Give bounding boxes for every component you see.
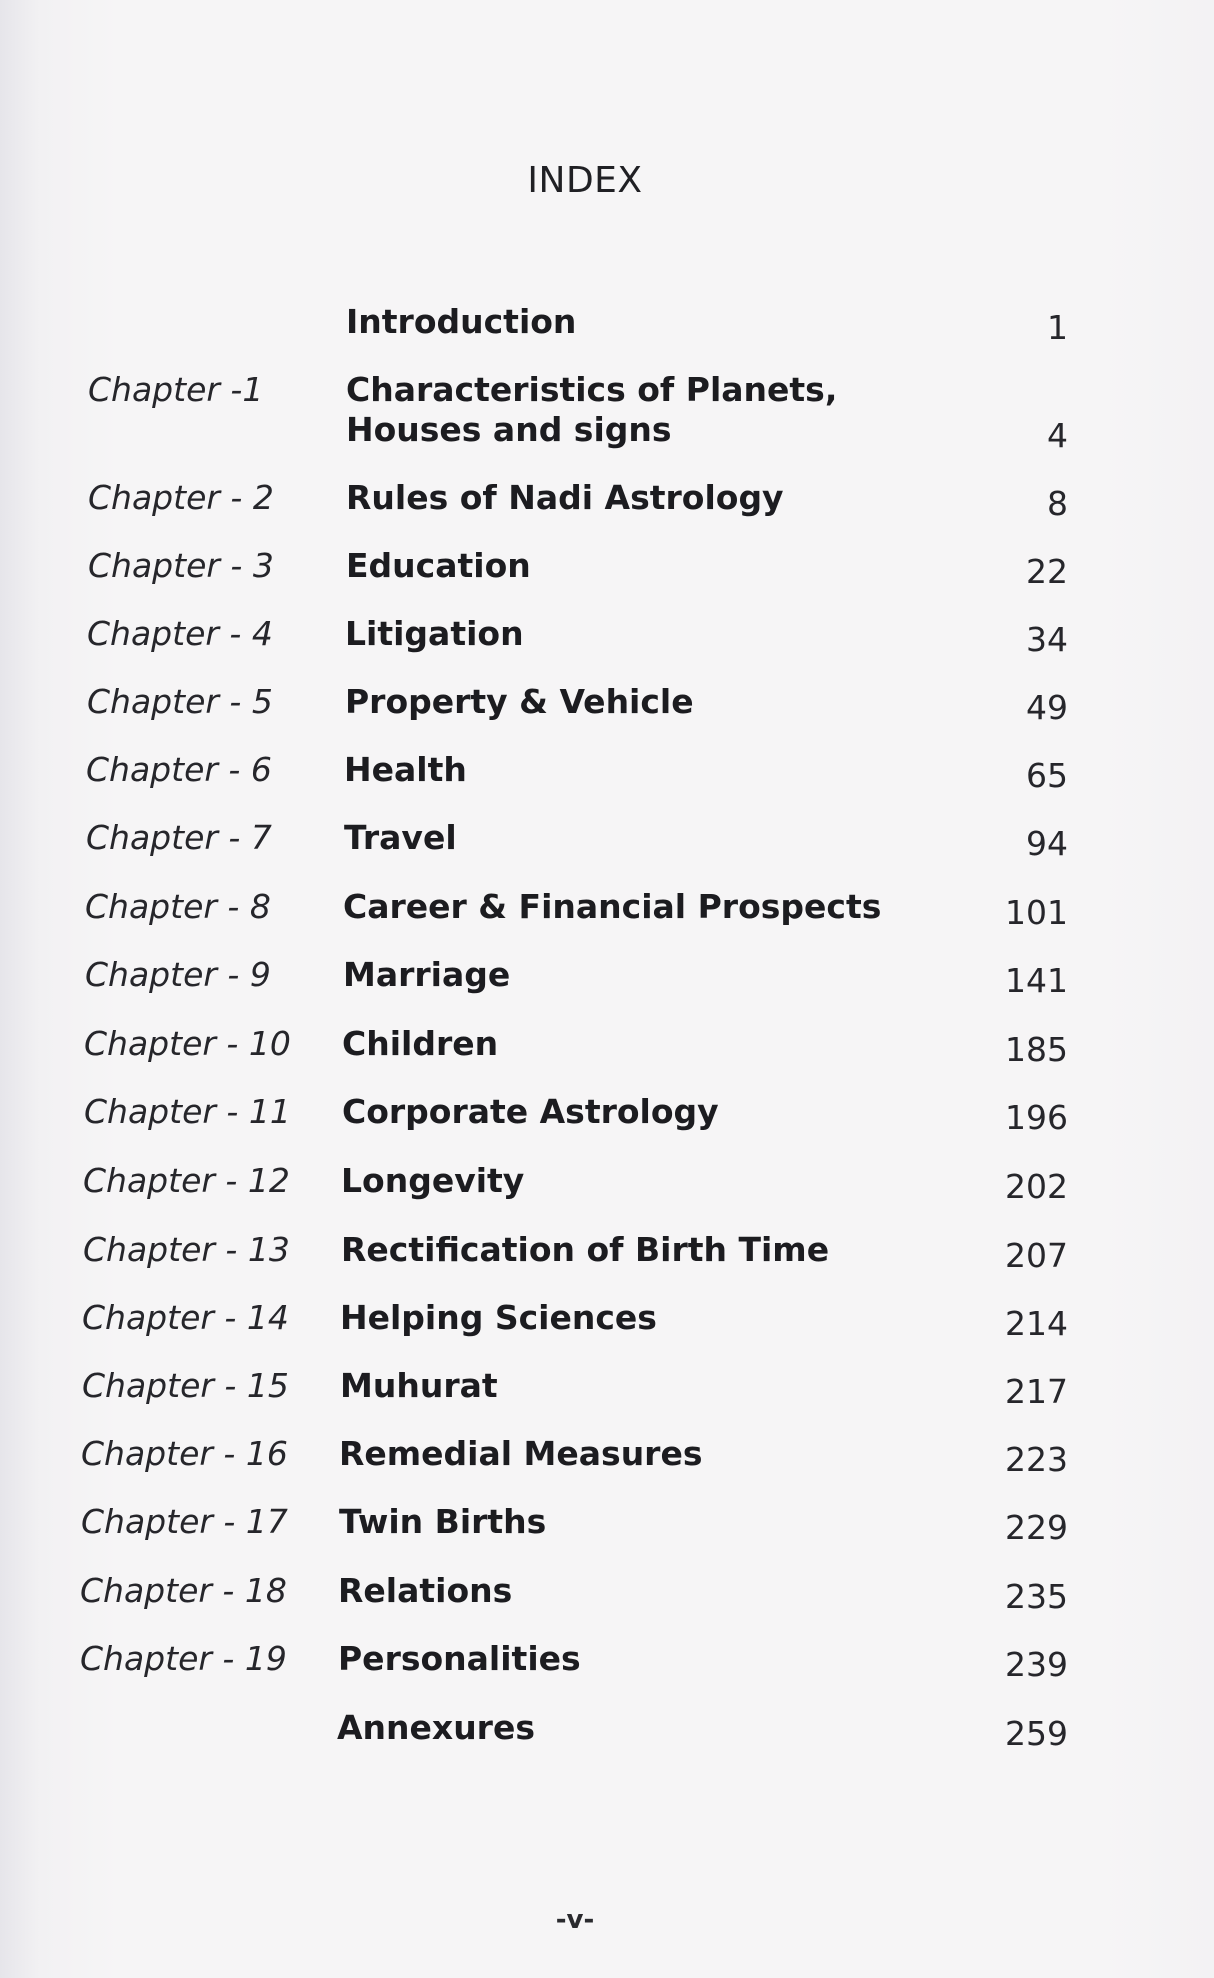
index-heading: INDEX (527, 160, 643, 201)
toc-chapter: Chapter - 4 (87, 614, 273, 653)
toc-chapter: Chapter - 2 (88, 478, 274, 517)
toc-page: 217 (1005, 1372, 1068, 1411)
toc-row-chapter-9[interactable] (0, 955, 1214, 1015)
toc-row-chapter-16[interactable] (0, 1434, 1214, 1494)
toc-chapter: Chapter -1 (88, 370, 264, 409)
toc-row-chapter-1[interactable] (0, 370, 1214, 460)
toc-title: Children (342, 1024, 499, 1063)
toc-row-chapter-11[interactable] (0, 1092, 1214, 1152)
toc-row-annexures[interactable] (0, 1708, 1214, 1768)
toc-page: 185 (1005, 1030, 1068, 1069)
toc-chapter: Chapter - 3 (88, 546, 274, 585)
toc-title: Education (346, 546, 531, 585)
toc-row-chapter-6[interactable] (0, 750, 1214, 810)
toc-title: Property & Vehicle (345, 682, 694, 721)
toc-row-chapter-18[interactable] (0, 1571, 1214, 1631)
toc-title: Rules of Nadi Astrology (346, 478, 784, 517)
toc-row-chapter-10[interactable] (0, 1024, 1214, 1084)
toc-row-chapter-17[interactable] (0, 1502, 1214, 1562)
toc-chapter: Chapter - 7 (86, 818, 272, 857)
toc-title: Litigation (345, 614, 524, 653)
toc-row-chapter-13[interactable] (0, 1230, 1214, 1290)
toc-chapter: Chapter - 13 (83, 1230, 290, 1269)
toc-row-introduction[interactable] (0, 302, 1214, 362)
toc-title: Muhurat (340, 1366, 498, 1405)
toc-page: 239 (1005, 1645, 1068, 1684)
toc-row-chapter-19[interactable] (0, 1639, 1214, 1699)
toc-page: 94 (1026, 824, 1068, 863)
toc-page: 22 (1026, 552, 1068, 591)
page-folio: -v- (555, 1905, 595, 1935)
toc-page: 65 (1026, 756, 1068, 795)
toc-page: 207 (1005, 1236, 1068, 1275)
toc-title: Rectification of Birth Time (341, 1230, 830, 1269)
toc-title: Introduction (346, 302, 577, 341)
toc-title: Twin Births (339, 1502, 547, 1541)
toc-page: 1 (1047, 308, 1068, 347)
toc-title: Helping Sciences (340, 1298, 657, 1337)
toc-page: 49 (1026, 688, 1068, 727)
toc-row-chapter-5[interactable] (0, 682, 1214, 742)
toc-row-chapter-7[interactable] (0, 818, 1214, 878)
toc-chapter: Chapter - 5 (87, 682, 273, 721)
toc-title: Longevity (341, 1161, 525, 1200)
toc-chapter: Chapter - 16 (81, 1434, 288, 1473)
toc-chapter: Chapter - 12 (83, 1161, 290, 1200)
toc-chapter: Chapter - 6 (86, 750, 272, 789)
toc-chapter: Chapter - 17 (81, 1502, 288, 1541)
toc-title: Health (344, 750, 467, 789)
toc-title: Relations (338, 1571, 513, 1610)
toc-page: 196 (1005, 1098, 1068, 1137)
toc-chapter: Chapter - 8 (85, 887, 271, 926)
toc-page: 259 (1005, 1714, 1068, 1753)
toc-title: Corporate Astrology (342, 1092, 719, 1131)
toc-page: 141 (1005, 961, 1068, 1000)
toc-chapter: Chapter - 19 (80, 1639, 287, 1678)
toc-title: Characteristics of Planets, (346, 370, 838, 409)
toc-chapter: Chapter - 11 (84, 1092, 291, 1131)
toc-row-chapter-4[interactable] (0, 614, 1214, 674)
toc-chapter: Chapter - 18 (80, 1571, 287, 1610)
toc-row-chapter-15[interactable] (0, 1366, 1214, 1426)
toc-row-chapter-3[interactable] (0, 546, 1214, 606)
toc-page: 235 (1005, 1577, 1068, 1616)
toc-page: 34 (1026, 620, 1068, 659)
toc-title: Annexures (337, 1708, 535, 1747)
toc-page: 4 (1047, 416, 1068, 455)
toc-row-chapter-14[interactable] (0, 1298, 1214, 1358)
toc-title: Marriage (343, 955, 511, 994)
toc-row-chapter-2[interactable] (0, 478, 1214, 538)
toc-title-line-2: Houses and signs (346, 410, 672, 449)
toc-title: Remedial Measures (339, 1434, 703, 1473)
toc-page: 101 (1005, 893, 1068, 932)
toc-page: 202 (1005, 1167, 1068, 1206)
toc-chapter: Chapter - 9 (85, 955, 271, 994)
toc-title: Personalities (338, 1639, 581, 1678)
toc-title: Career & Financial Prospects (343, 887, 882, 926)
toc-page: 229 (1005, 1508, 1068, 1547)
toc-chapter: Chapter - 10 (84, 1024, 291, 1063)
toc-chapter: Chapter - 14 (82, 1298, 289, 1337)
toc-page: 223 (1005, 1440, 1068, 1479)
toc-page: 214 (1005, 1304, 1068, 1343)
toc-row-chapter-12[interactable] (0, 1161, 1214, 1221)
toc-row-chapter-8[interactable] (0, 887, 1214, 947)
toc-page: 8 (1047, 484, 1068, 523)
toc-chapter: Chapter - 15 (82, 1366, 289, 1405)
toc-title: Travel (344, 818, 457, 857)
